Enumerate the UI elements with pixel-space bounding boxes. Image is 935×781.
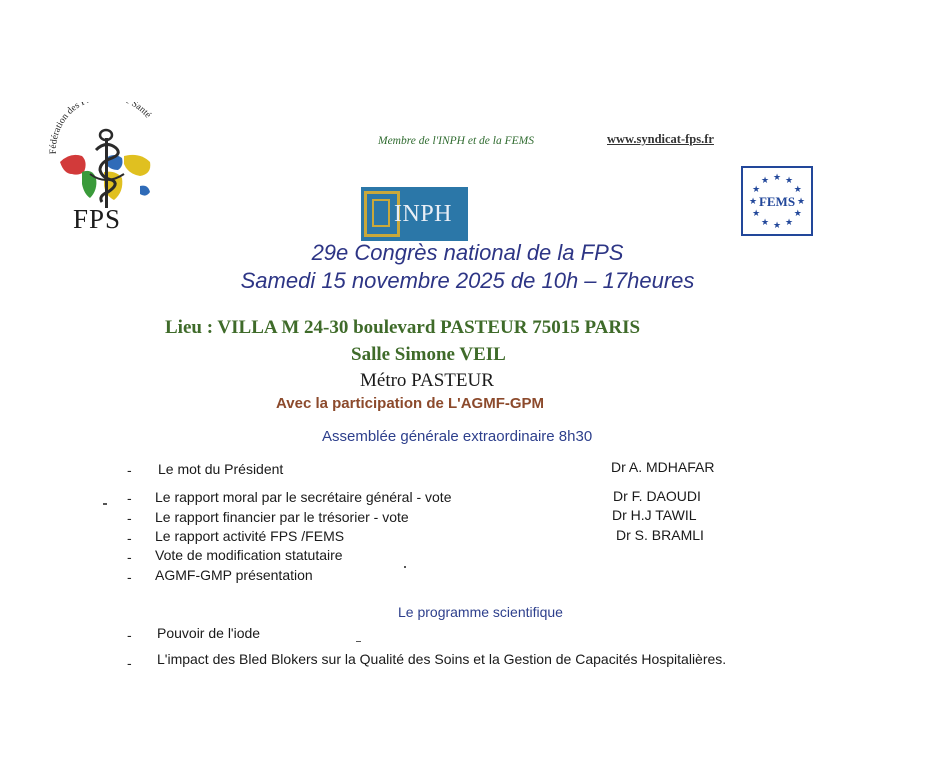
star-icon: ★ [760,175,770,186]
star-icon: ★ [772,172,782,182]
program-item: L'impact des Bled Blokers sur la Qualité des Soins et la Gestion de Capacités Hospitalières. [157,651,727,667]
venue-room: Salle Simone VEIL [351,344,506,365]
fps-logo-text: FPS [73,204,122,234]
list-dash: - [127,569,132,585]
agenda-item: Le rapport moral par le secrétaire général - vote [155,489,452,505]
scan-speck [103,503,107,505]
list-dash: - [127,462,132,478]
scan-speck [404,566,406,568]
membership-note: Membre de l'INPH et de la FEMS [378,135,534,147]
list-dash: - [127,627,132,643]
fems-logo-text: FEMS [758,194,796,209]
congress-title: 29e Congrès national de la FPS [311,240,624,265]
star-icon: ★ [772,220,782,230]
inph-logo [361,187,468,241]
participation-note: Avec la participation de L'AGMF-GPM [276,395,545,412]
list-dash: - [127,655,132,671]
list-dash: - [127,530,132,546]
star-icon: ★ [796,196,806,206]
program-item: Pouvoir de l'iode [157,625,261,641]
agenda-item: Le rapport activité FPS /FEMS [155,528,345,544]
venue-metro: Métro PASTEUR [360,370,494,391]
star-icon: ★ [752,208,761,218]
list-dash: - [127,510,132,526]
scan-speck [356,641,361,642]
logo-arc-text: Fédération des P Santé [48,102,153,155]
star-icon: ★ [784,175,794,186]
agenda-item: Le mot du Président [158,461,284,477]
inph-inner-frame-icon [372,199,390,227]
inph-logo-text: INPH [394,201,453,227]
agenda-speaker: Dr H.J TAWIL [612,507,697,523]
agenda-speaker: Dr A. MDHAFAR [611,459,715,475]
agenda-speaker: Dr S. BRAMLI [616,527,704,543]
star-icon: ★ [793,184,802,194]
venue-address: Lieu : VILLA M 24-30 boulevard PASTEUR 75015 PARIS [165,317,641,338]
agenda-speaker: Dr F. DAOUDI [613,488,701,504]
star-icon: ★ [760,216,770,227]
agenda-item: Le rapport financier par le trésorier - vote [155,509,409,525]
scientific-title: Le programme scientifique [398,604,563,620]
agenda-item: AGMF-GMP présentation [155,567,313,583]
congress-date: Samedi 15 novembre 2025 de 10h – 17heures [240,268,695,293]
star-icon: ★ [752,184,761,194]
assembly-title: Assemblée générale extraordinaire 8h30 [322,428,593,445]
star-icon: ★ [793,208,802,218]
website-link[interactable]: www.syndicat-fps.fr [607,132,714,146]
list-dash: - [127,549,132,565]
star-icon: ★ [748,196,758,206]
star-icon: ★ [784,216,794,227]
fems-logo [741,166,813,236]
list-dash: - [127,490,132,506]
agenda-item: Vote de modification statutaire [155,547,343,563]
